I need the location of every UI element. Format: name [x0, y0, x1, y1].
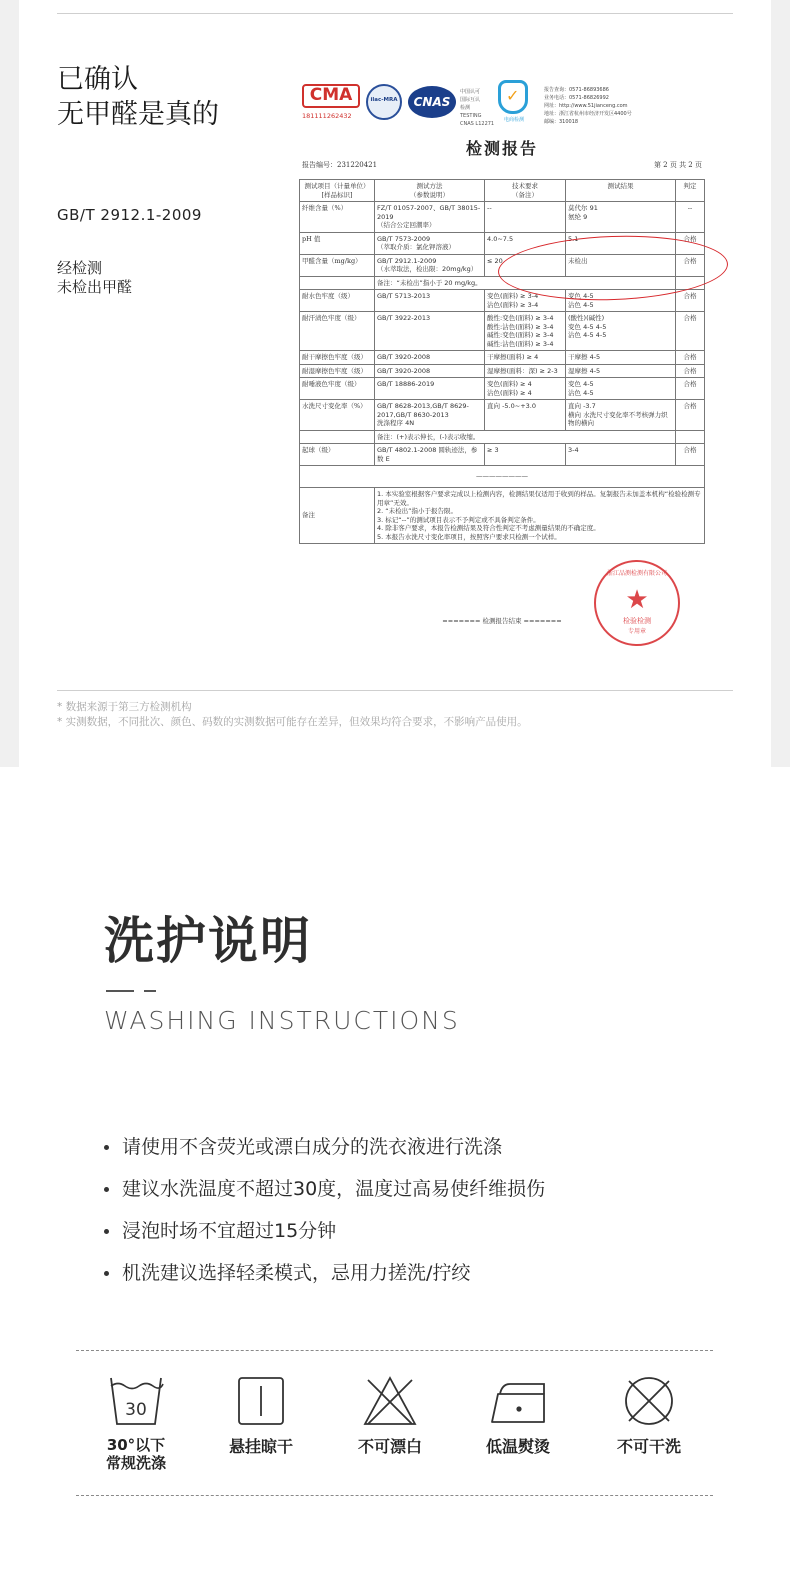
- table-cell-req: 变色(面料) ≥ 4 沾色(面料) ≥ 4: [485, 378, 566, 400]
- table-cell-item: 甲醛含量（mg/kg）: [300, 254, 375, 276]
- table-cell-verdict: 合格: [676, 364, 705, 378]
- table-cell-method: GB/T 3920-2008: [375, 364, 485, 378]
- table-note-spacer: [300, 430, 375, 444]
- confirm-title-line2: 无甲醛是真的: [57, 99, 219, 130]
- table-cell-req: 干摩擦(面料) ≥ 4: [485, 351, 566, 365]
- table-cell-verdict: 合格: [676, 400, 705, 431]
- stamp-name: 浙江品测检测有限公司: [606, 570, 667, 577]
- table-cell-item: 耐水色牢度（级）: [300, 290, 375, 312]
- remark-item: 3. 标记“--”的测试项目表示不予判定或不具备判定条件。: [377, 515, 540, 524]
- table-cell-req: 酸性:变色(面料) ≥ 3-4 酸性:沾色(面料) ≥ 3-4 碱性:变色(面料) ≥ 3-4 碱性:沾色(面料) ≥ 3-4: [485, 312, 566, 351]
- table-cell-method: GB/T 3922-2013: [375, 312, 485, 351]
- table-cell-result: (酸性)(碱性) 变色 4-5 4-5 沾色 4-5 4-5: [566, 312, 676, 351]
- table-cell-method: GB/T 2912.1-2009 （水萃取法，检出限：20mg/kg）: [375, 254, 485, 276]
- care-top-divider: [76, 1350, 713, 1351]
- table-cell-method: FZ/T 01057-2007、GB/T 38015-2019 （结合公定回潮率）: [375, 202, 485, 233]
- care-wash-30: [76, 1372, 196, 1472]
- no-dry-clean-icon: [620, 1372, 678, 1430]
- table-cell-method: GB/T 18886-2019: [375, 378, 485, 400]
- table-cell-method: GB/T 7573-2009 （萃取介质：氯化钾溶液）: [375, 232, 485, 254]
- cnas-side-text: [460, 88, 494, 128]
- report-title: 检测报告: [465, 139, 538, 158]
- care-line-dry: [201, 1372, 321, 1456]
- table-cell-item: 纤维含量（%）: [300, 202, 375, 233]
- table-row: [300, 444, 705, 466]
- blank-row: [300, 466, 705, 488]
- table-row: [300, 351, 705, 365]
- cnas-logo: CNAS: [408, 86, 456, 118]
- contact-line: 网址：http://www.51jianceng.com: [544, 103, 628, 109]
- table-cell-result: 未检出: [566, 254, 676, 276]
- care-no-dry-clean: [589, 1372, 709, 1456]
- table-cell-verdict: 合格: [676, 232, 705, 254]
- table-cell-req: 变色(面料) ≥ 3-4 沾色(面料) ≥ 3-4: [485, 290, 566, 312]
- table-header-row: [300, 180, 705, 202]
- remark-item: 4. 除非客户要求，本报告检测结果及符合性判定不考虑测量结果的不确定度。: [377, 524, 600, 532]
- cnas-side-line: CNAS L12271: [460, 121, 495, 127]
- table-note: 备注：“未检出”指小于 20 mg/kg。: [375, 276, 676, 290]
- list-item: [104, 1221, 545, 1242]
- report-number-label: 报告编号：: [302, 161, 337, 169]
- list-item: [104, 1137, 545, 1158]
- tip-text: 机洗建议选择轻柔模式，忌用力搓洗/拧绞: [122, 1262, 471, 1284]
- table-cell-result: 莫代尔 91 氨纶 9: [566, 202, 676, 233]
- table-note-spacer: [300, 276, 375, 290]
- care-label: 悬挂晾干: [228, 1437, 293, 1456]
- contact-line: 邮编：310018: [544, 119, 579, 125]
- table-cell-item: pH 值: [300, 232, 375, 254]
- report-number-value: 231220421: [337, 161, 378, 169]
- result-text: [57, 259, 132, 297]
- list-item: [104, 1263, 545, 1284]
- bullet-icon: [104, 1145, 109, 1150]
- table-cell-verdict: 合格: [676, 254, 705, 276]
- inspection-stamp: [594, 560, 680, 646]
- cma-logo: CMA: [302, 84, 360, 108]
- table-cell-item: 耐湿摩擦色牢度（级）: [300, 364, 375, 378]
- title-dash-short: [144, 990, 156, 992]
- blank-row-cell: ————————: [300, 466, 705, 488]
- contact-line: 报告查询：0571-86893686: [544, 87, 609, 93]
- confirm-title-line1: 已确认: [57, 64, 138, 95]
- table-cell-method: GB/T 8628-2013,GB/T 8629-2017,GB/T 8630-2013 洗涤程序 4N: [375, 400, 485, 431]
- care-label: 30°以下 常规洗涤: [105, 1436, 166, 1472]
- table-cell-result: 变色 4-5 沾色 4-5: [566, 378, 676, 400]
- low-iron-icon: [486, 1372, 550, 1430]
- table-note-spacer: [676, 430, 705, 444]
- remark-item: 5. 本报告水洗尺寸变化率项目，按照客户要求只检测一个试样。: [377, 532, 561, 541]
- table-cell-result: 5.1: [566, 232, 676, 254]
- report-table: [299, 179, 705, 544]
- table-cell-result: 3-4: [566, 444, 676, 466]
- stamp-line2: 专用章: [627, 628, 646, 635]
- table-cell-verdict: 合格: [676, 312, 705, 351]
- no-bleach-icon: [361, 1372, 419, 1430]
- remarks-list: [375, 488, 705, 544]
- bullet-icon: [104, 1229, 109, 1234]
- table-cell-req: ≤ 20: [485, 254, 566, 276]
- footnote-source: * 数据来源于第三方检测机构: [57, 701, 192, 713]
- ilac-logo-text: ilac-MRA: [370, 97, 398, 103]
- table-note: 备注：(+)表示伸长，(-)表示收缩。: [375, 430, 676, 444]
- table-cell-item: 耐汗渍色牢度（级）: [300, 312, 375, 351]
- contact-line: 地址：浙江省杭州市经济开发区4400号: [544, 111, 632, 117]
- result-line1: 经检测: [57, 259, 103, 277]
- care-low-iron: [458, 1372, 578, 1456]
- line-dry-icon: [232, 1372, 290, 1430]
- wash-temperature: 30: [125, 1400, 147, 1420]
- list-item: [104, 1179, 545, 1200]
- table-row: [300, 378, 705, 400]
- footnote-divider: [57, 690, 733, 691]
- report-end: ======= 检测报告结束 =======: [442, 617, 562, 625]
- contact-info: [544, 86, 632, 126]
- contact-line: 业务电话：0571-86826992: [544, 95, 609, 101]
- care-bottom-divider: [76, 1495, 713, 1496]
- table-cell-verdict: 合格: [676, 351, 705, 365]
- table-cell-result: 变色 4-5 沾色 4-5: [566, 290, 676, 312]
- table-row: [300, 400, 705, 431]
- result-line2: 未检出甲醛: [57, 278, 133, 296]
- footnote-disclaimer: * 实测数据，不同批次、颜色、码数的实测数据可能存在差异，但效果均符合要求，不影响产品使用。: [57, 716, 528, 728]
- table-cell-result: 干摩擦 4-5: [566, 351, 676, 365]
- care-label: 低温熨烫: [485, 1437, 550, 1456]
- tip-text: 建议水洗温度不超过30度，温度过高易使纤维损伤: [122, 1178, 546, 1200]
- header-result: 测试结果: [566, 180, 676, 202]
- washing-subtitle: WASHING INSTRUCTIONS: [104, 1006, 460, 1035]
- table-cell-method: GB/T 3920-2008: [375, 351, 485, 365]
- care-label: 不可漂白: [357, 1437, 422, 1456]
- cnas-side-line: TESTING: [460, 113, 482, 119]
- standard-code: GB/T 2912.1-2009: [57, 206, 202, 224]
- wash-30-icon: [107, 1372, 165, 1430]
- table-cell-verdict: 合格: [676, 378, 705, 400]
- table-cell-req: 4.0~7.5: [485, 232, 566, 254]
- table-row: [300, 364, 705, 378]
- care-label: 不可干洗: [616, 1437, 681, 1456]
- bullet-icon: [104, 1271, 109, 1276]
- washing-title: 洗护说明: [104, 912, 312, 970]
- header-requirement: 技术要求 （备注）: [485, 180, 566, 202]
- bullet-icon: [104, 1187, 109, 1192]
- report-page: 第 2 页 共 2 页: [653, 161, 702, 169]
- cnas-side-line: 检测: [460, 105, 471, 111]
- test-report-image: [298, 78, 706, 648]
- confirm-title: [57, 62, 219, 132]
- cma-number: 181111262432: [302, 112, 352, 120]
- header-item: 测试项目（计量单位） [样品标识]: [300, 180, 375, 202]
- top-divider: [57, 13, 733, 14]
- cnas-side-line: 国际互认: [460, 97, 481, 103]
- table-cell-verdict: 合格: [676, 444, 705, 466]
- care-no-bleach: [330, 1372, 450, 1456]
- table-note-row: [300, 430, 705, 444]
- stamp-line1: 检验检测: [623, 617, 651, 625]
- table-cell-method: GB/T 4802.1-2008 圆轨迹法，参数 E: [375, 444, 485, 466]
- washing-tips: [104, 1137, 545, 1305]
- table-row: [300, 312, 705, 351]
- check-icon: ✓: [506, 86, 520, 105]
- report-number: [302, 160, 377, 170]
- table-cell-item: 耐唾液色牢度（级）: [300, 378, 375, 400]
- table-row: [300, 202, 705, 233]
- remarks-row: [300, 488, 705, 544]
- tip-text: 浸泡时场不宜超过15分钟: [122, 1220, 337, 1242]
- tip-text: 请使用不含荧光或漂白成分的洗衣液进行洗涤: [122, 1136, 503, 1158]
- table-cell-item: 耐干摩擦色牢度（级）: [300, 351, 375, 365]
- shield-logo-label: 电商检测: [503, 117, 524, 123]
- remark-item: 2. “未检出”指小于报告限。: [377, 507, 458, 515]
- table-cell-item: 水洗尺寸变化率（%）: [300, 400, 375, 431]
- table-cell-req: --: [485, 202, 566, 233]
- table-cell-method: GB/T 5713-2013: [375, 290, 485, 312]
- table-cell-verdict: 合格: [676, 290, 705, 312]
- table-cell-result: 直向 -3.7 横向 水洗尺寸变化率不考核弹力织物的横向: [566, 400, 676, 431]
- cnas-side-line: 中国认可: [460, 89, 481, 95]
- table-cell-verdict: --: [676, 202, 705, 233]
- header-verdict: 判定: [676, 180, 705, 202]
- remark-item: 1. 本实验室根据客户要求完成以上检测内容，检测结果仅适用于收到的样品。复制报告未加盖本机构“检验检测专用章”无效。: [377, 490, 701, 507]
- table-cell-result: 湿摩擦 4-5: [566, 364, 676, 378]
- header-method: 测试方法 （参数说明）: [375, 180, 485, 202]
- table-cell-item: 起球（级）: [300, 444, 375, 466]
- star-icon: ★: [625, 585, 649, 615]
- table-cell-req: 直向 -5.0~+3.0: [485, 400, 566, 431]
- table-cell-req: 湿摩擦(面料：深) ≥ 2-3: [485, 364, 566, 378]
- title-dash-long: [106, 990, 134, 992]
- remarks-label: 备注: [300, 488, 375, 544]
- table-cell-req: ≥ 3: [485, 444, 566, 466]
